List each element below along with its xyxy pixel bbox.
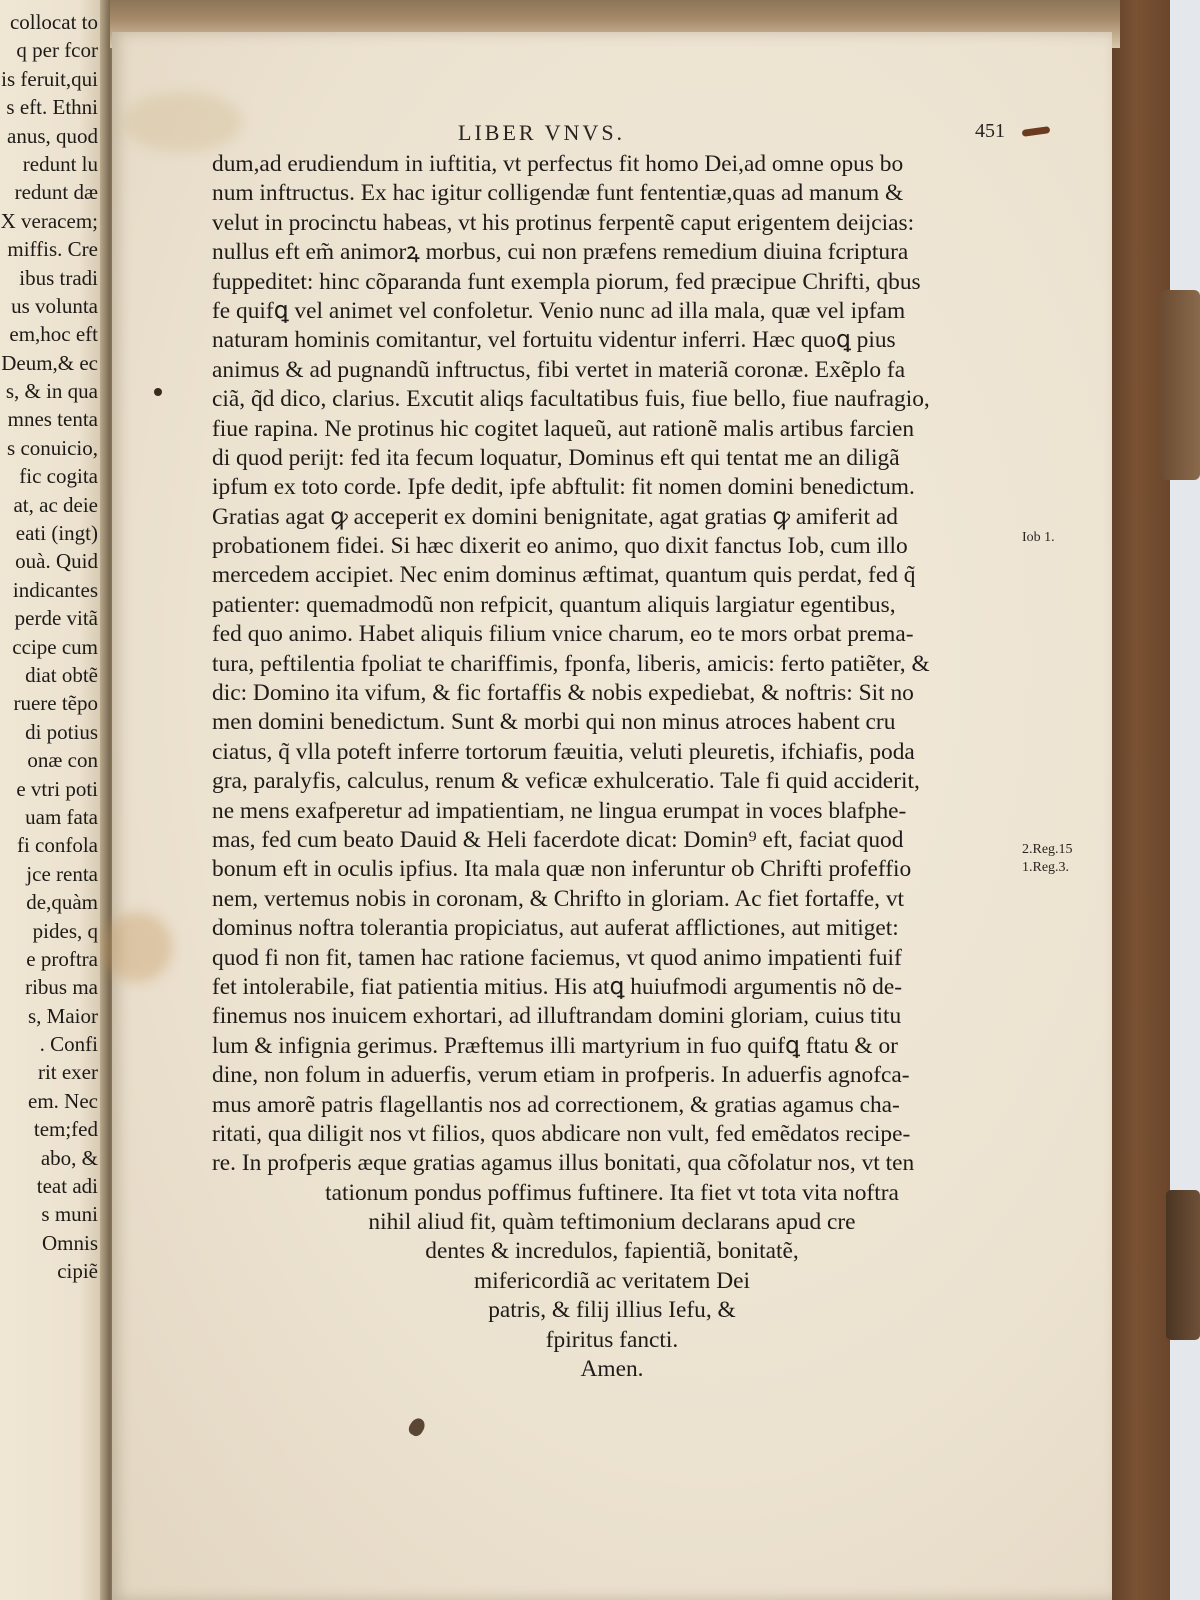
left-page-line: pides, q <box>32 918 98 943</box>
text-line: nullus eft em̃ animorꝝ morbus, cui non præfens remedium diuina fcriptura <box>212 239 909 266</box>
text-line: ciatus, q̃ vlla poteft inferre tortorum fæuitia, veluti pleuretis, ifchiafis, poda <box>212 738 915 765</box>
text-line: fiue rapina. Ne protinus hic cogitet laqueũ, aut rationẽ malis artibus farcien <box>212 415 915 442</box>
left-page-line: us volunta <box>11 293 98 318</box>
left-page-line: ouà. Quid <box>15 549 98 574</box>
left-page-line: fic cogita <box>19 464 98 489</box>
left-page-line: cipiẽ <box>57 1259 98 1284</box>
left-page-line: s eft. Ethni <box>6 95 98 120</box>
text-line: fed quo animo. Habet aliquis filium vnice charum, eo te mors orbat prema- <box>212 621 914 648</box>
text-line: tationum pondus poffimus fuftinere. Ita fiet vt tota vita noftra <box>325 1179 899 1206</box>
left-page-line: Deum,& ec <box>1 350 98 375</box>
left-page-line: em. Nec <box>28 1088 98 1113</box>
left-page-line: e proftra <box>26 946 98 971</box>
text-line: men domini benedictum. Sunt & morbi qui non minus atroces habent cru <box>212 709 896 736</box>
left-page-line: di potius <box>25 719 98 744</box>
text-line: ritati, qua diligit nos vt filios, quos abdicare non vult, fed emẽdatos recipe- <box>212 1120 911 1147</box>
text-line: ciã, q̃d dico, clarius. Excutit aliqs facultatibus fuis, fiue bello, fiue naufragio, <box>212 386 930 413</box>
text-line: dentes & incredulos, fapientiã, bonitatẽ, <box>425 1238 799 1265</box>
left-page-line: miffis. Cre <box>7 237 98 262</box>
left-page-line: s, & in qua <box>5 379 98 404</box>
text-line: ipfum ex toto corde. Ipfe dedit, ipfe abftulit: fit nomen domini benedictum. <box>212 474 915 501</box>
text-line: dum,ad erudiendum in iuftitia, vt perfectus fit homo Dei,ad omne opus bo <box>212 151 904 177</box>
left-page-line: jce renta <box>26 861 98 886</box>
left-page-line: tem;fed <box>33 1117 98 1142</box>
left-page-line: eati (ingt) <box>15 521 98 546</box>
text-line: quod fi non fit, tamen hac ratione faciemus, vt quod animo impatienti fuif <box>212 944 902 971</box>
left-page-line: mnes tenta <box>7 407 98 432</box>
margin-note-job: Iob 1. <box>1022 530 1055 545</box>
text-line: naturam hominis comitantur, vel fortuitu videntur inferri. Hæc quoꝗ pius <box>212 327 896 354</box>
text-line: probationem fidei. Si hæc dixerit eo animo, quo dixit fanctus Iob, cum illo <box>212 533 908 560</box>
left-page-line: s muni <box>41 1202 98 1227</box>
left-page-line: is feruit,qui <box>1 66 98 91</box>
left-page-line: redunt dæ <box>14 180 98 205</box>
text-line: di quod perijt: fed ita fecum loquatur, Dominus eft qui tentat me an diligã <box>212 444 900 471</box>
text-line: tura, peftilentia fpoliat te chariffimis, fponfa, liberis, amicis: ferto patiẽter, & <box>212 650 930 677</box>
left-page-line: uam fata <box>25 804 98 829</box>
left-page-line: anus, quod <box>7 123 98 148</box>
left-page-line: de,quàm <box>26 890 98 915</box>
left-page-line: s, Maior <box>28 1003 98 1028</box>
left-page-line: rit exer <box>37 1060 98 1085</box>
left-page-line: fi confola <box>16 833 98 858</box>
left-page-line: ccipe cum <box>12 634 98 659</box>
text-line: mifericordiã ac veritatem Dei <box>474 1267 750 1294</box>
margin-note-reg-2: 1.Reg.3. <box>1022 860 1070 875</box>
left-page-line: perde vitã <box>14 606 98 631</box>
left-page-line: teat adi <box>36 1174 98 1199</box>
text-line: velut in procinctu habeas, vt his protinus ferpentẽ caput erigentem deijcias: <box>212 209 915 236</box>
text-line: nihil aliud fit, quàm teftimonium declarans apud cre <box>368 1209 856 1236</box>
text-line: num inftructus. Ex hac igitur colligendæ funt fententiæ,quas ad manum & <box>212 180 904 207</box>
body-text <box>212 150 1012 1384</box>
left-page-line: diat obtẽ <box>25 662 98 687</box>
text-line: re. In profperis æque gratias agamus illus bonitati, qua cõfolatur nos, vt ten <box>212 1150 915 1177</box>
torn-cover-piece <box>1160 290 1200 480</box>
page-number: 451 <box>975 120 1005 142</box>
text-line: finemus nos inuicem exhortari, ad illuftrandam domini gloriam, cuius titu <box>212 1003 902 1030</box>
left-page-line: X veracem; <box>0 208 98 233</box>
text-line: Amen. <box>580 1356 644 1383</box>
left-page-line: indicantes <box>12 577 98 602</box>
text-line: patienter: quemadmodũ non refpicit, quantum aliquis largiatur egentibus, <box>212 591 896 618</box>
left-page-line: ibus tradi <box>19 265 98 290</box>
left-page-line: abo, & <box>40 1145 98 1170</box>
text-line: fet intolerabile, fiat patientia mitius. His atꝗ huiufmodi argumentis nõ de- <box>212 973 902 1000</box>
text-line: bonum eft in oculis ipfius. Ita mala quæ non inferuntur ob Chrifti profeffio <box>212 856 912 883</box>
left-page-line: s conuicio, <box>7 435 98 460</box>
background-strip <box>1170 0 1200 1600</box>
ink-dot <box>154 388 162 396</box>
text-line: mas, fed cum beato Dauid & Heli facerdote dicat: Domin⁹ eft, faciat quod <box>212 826 904 853</box>
left-page-line: ruere tẽpo <box>13 691 98 716</box>
running-head: LIBER VNVS. <box>458 120 626 145</box>
text-line: fpiritus fancti. <box>545 1326 679 1353</box>
text-line: lum & infignia gerimus. Præftemus illi martyrium in fuo quifꝗ ftatu & or <box>212 1032 898 1059</box>
left-page-text <box>1 8 98 1286</box>
left-page-line: e vtri poti <box>16 776 98 801</box>
text-line: fuppeditet: hinc cõparanda funt exempla piorum, fed præcipue Chrifti, qbus <box>212 268 921 295</box>
text-line: mus amorẽ patris flagellantis nos ad correctionem, & gratias agamus cha- <box>212 1091 900 1118</box>
text-line: ne mens exafperetur ad impatientiam, ne lingua erumpat in voces blafphe- <box>212 797 907 824</box>
text-line: fe quifꝗ vel animet vel confoletur. Venio nunc ad illa mala, quæ vel ipfam <box>212 297 906 324</box>
text-line: mercedem accipiet. Nec enim dominus æftimat, quantum quis perdat, fed q̃ <box>212 562 916 589</box>
left-page-line: at, ac deie <box>13 492 98 517</box>
text-line: animus & ad pugnandũ inftructus, fibi vertet in materiã coronæ. Exẽplo fa <box>212 356 906 383</box>
foxing-stain <box>122 92 242 152</box>
left-page-line: q per fcor <box>16 38 98 63</box>
left-page-line: ribus ma <box>25 975 98 1000</box>
left-page-line: redunt lu <box>22 151 98 176</box>
left-page-line: collocat to <box>9 10 98 34</box>
left-facing-page <box>0 0 112 1600</box>
torn-cover-piece-lower <box>1166 1190 1200 1340</box>
text-line: dic: Domino ita vifum, & fic fortaffis & nobis expediebat, & noftris: Sit no <box>212 680 914 707</box>
left-page-line: . Confi <box>39 1032 98 1057</box>
left-page-line: Omnis <box>41 1230 98 1255</box>
margin-note-reg-1: 2.Reg.15 <box>1022 842 1073 857</box>
text-line: gra, paralyfis, calculus, renum & veficæ exhulceratio. Tale fi quid acciderit, <box>212 768 920 795</box>
text-line: Gratias agat ꝙ acceperit ex domini benignitate, agat gratias ꝙ amiferit ad <box>212 503 898 530</box>
text-line: patris, & filij illius Iefu, & <box>488 1297 736 1324</box>
foxing-stain <box>102 912 172 982</box>
text-line: dine, non folum in aduerfis, verum etiam in profperis. In aduerfis agnofca- <box>212 1062 910 1089</box>
text-line: nem, vertemus nobis in coronam, & Chrifto in gloriam. Ac fiet fortaffe, vt <box>212 885 905 912</box>
left-page-line: em,hoc eft <box>9 322 98 347</box>
text-line: dominus noftra tolerantia propiciatus, aut auferat afflictiones, aut mitiget: <box>212 915 899 942</box>
left-page-line: onæ con <box>27 748 98 773</box>
